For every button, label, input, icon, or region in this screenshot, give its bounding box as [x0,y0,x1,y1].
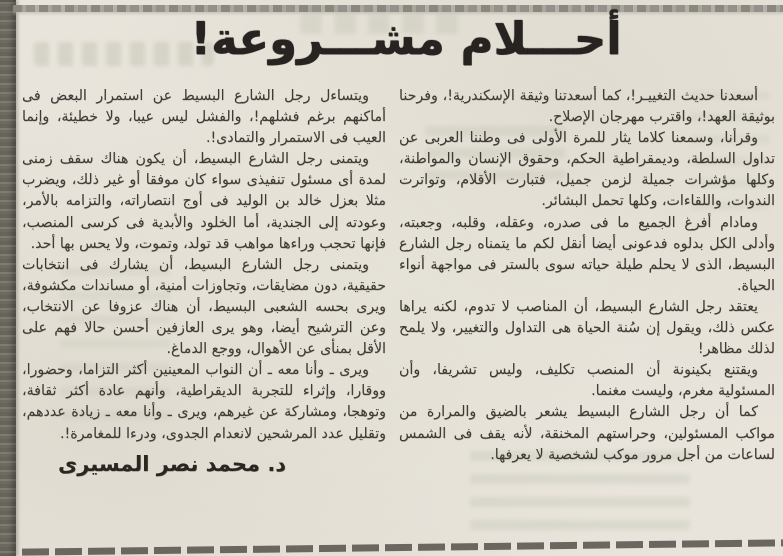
paragraph: وقرأنا، وسمعنا كلاما يثار للمرة الأولى فى وطننا العربى عن تداول السلطة، وديمقراطية الحكم، وحقوق الإنسان والمواطنة، وكلها مؤشرات جميلة لزمن جميل، فتبارت الأقلام، وتواترت الندوات، واللقاءات، وكلها تحمل البشائر. [399,130,775,210]
column-right [399,86,775,548]
paragraph: ويتمنى رجل الشارع البسيط، أن يشارك فى انتخابات حقيقية، دون مضايقات، وتجاوزات أمنية، أو مساندات مكشوفة، ويرى بحسه الشعبى البسيط، أن هناك عزوفا عن الانتخاب، وعن الترشيح أيضا، وهو يرى العازفين أحسن حالا فهم على الأقل بمنأى عن الأهوال، ووجع الدماغ. [22,256,386,358]
paragraph: أسعدنا حديث التغييـر!، كما أسعدتنا وثيقة الإسكندرية!، وفرحنا بوثيقة العهد!، واقترب مهرجان الإصلاح. [399,88,775,126]
paragraph: ويتمنى رجل الشارع البسيط، أن يكون هناك سقف زمنى لمدة أى مسئول تنفيذى سواء كان موفقا أو غير ذلك، ويضرب مثلا بعزل خالد بن الوليد فى أوج انتصاراته، والتزامه بالأمر، وعودته إلى الجندية، أما الخلود والأبدية فى كرسى المنصب، فإنها تحجب وراءها مواهب قد تولد، وتموت، ولا يحس بها أحد. [22,151,386,252]
torn-edge-left [0,0,16,556]
article-body [22,86,775,548]
column-left [22,86,386,548]
torn-edge-top [13,5,783,12]
paragraph: كما أن رجل الشارع البسيط يشعر بالضيق والمرارة من مواكب المسئولين، وحراستهم المخنقة، لأنه يقف فى الشمس لساعات من أجل مرور موكب لشخصية لا يعرفها. [399,404,775,463]
article-title: أحـــلام مشـــروعة! [190,12,622,65]
paragraph: ومادام أفرغ الجميع ما فى صدره، وعقله، وقلبه، وجعبته، وأدلى الكل بدلوه فدعونى أيضا أنقل لكم ما يتمناه رجل الشارع البسيط، الذى لا يحلم طيلة حياته سوى بالستر فى مواجهة أنواء الحياة. [399,214,775,294]
paragraph: يعتقد رجل الشارع البسيط، أن المناصب لا تدوم، لكنه يراها عكس ذلك، ويقول إن سُنة الحياة هى التداول والتغيير، ولا يلمح لذلك مظاهر! [399,298,775,358]
author-byline: د. محمد نصر المسيرى [58,451,287,476]
paragraph: ويقتنع بكينونة أن المنصب تكليف، وليس تشريفا، وأن المسئولية مغرم، وليست مغنما. [399,362,775,400]
paragraph: ويتساءل رجل الشارع البسيط عن استمرار البعض فى أماكنهم برغم فشلهم!، والفشل ليس عيبا، ولا خطيئة، وإنما العيب فى الاستمرار والتمادى!. [22,88,386,147]
paragraph: ويرى ـ وأنا معه ـ أن النواب المعينين أكثر التزاما، وحضورا، ووقارا، وإثراء للتجربة الديقراطية، وأنهم عادة أكثر ثقافة، وتوهجا، ومشاركة عن غيرهم، ويرى ـ وأنا معه ـ زيادة عددهم، وتقليل عدد المرشحين لانعدام الجدوى، ودرءا للمغامرة!. [22,362,386,442]
